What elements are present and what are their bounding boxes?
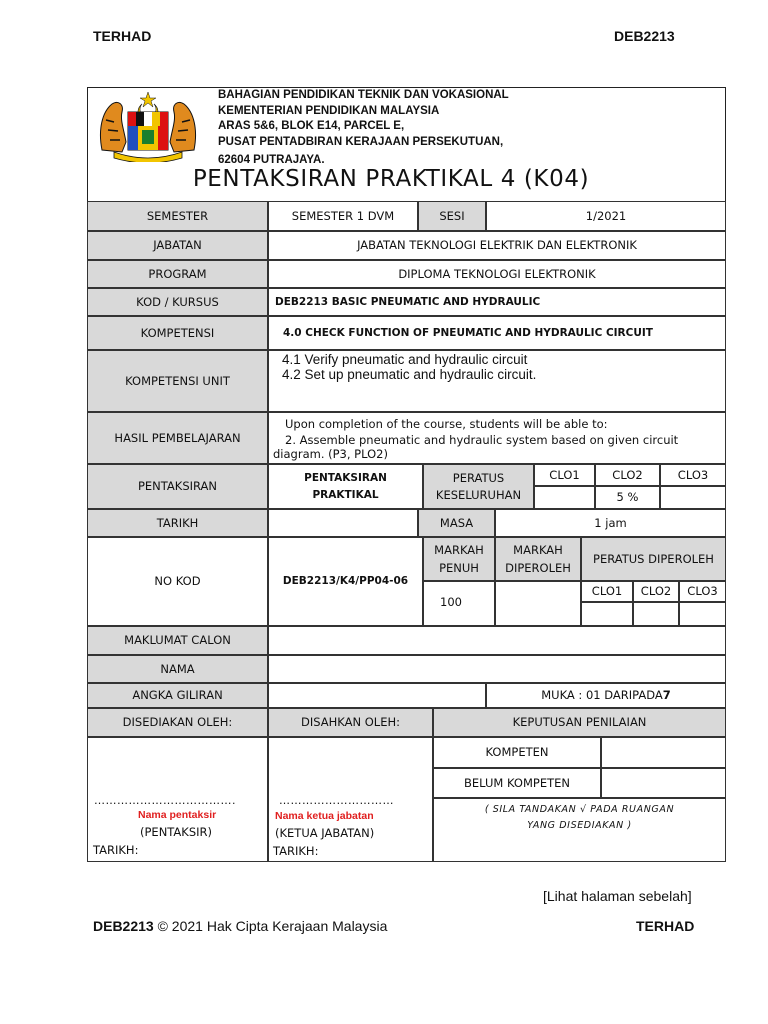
ketua-signature-line: ………………………… bbox=[279, 794, 394, 807]
nokod-label: NO KOD bbox=[87, 537, 268, 626]
hasil-intro: Upon completion of the course, students will be able to: bbox=[285, 417, 608, 431]
clo2-diperoleh-header: CLO2 bbox=[633, 581, 679, 602]
hasil-item: 2. Assemble pneumatic and hydraulic system based on given circuit diagram. (P3, PLO2) bbox=[273, 433, 679, 461]
sila-tandakan-note: ( SILA TANDAKAN √ PADA RUANGAN YANG DISEDIAKAN ) bbox=[433, 798, 726, 862]
semester-label: SEMESTER bbox=[87, 201, 268, 231]
keputusan-label: KEPUTUSAN PENILAIAN bbox=[433, 708, 726, 737]
belum-kompeten-label: BELUM KOMPETEN bbox=[433, 768, 601, 798]
footer-copyright-text: © 2021 Hak Cipta Kerajaan Malaysia bbox=[153, 918, 388, 934]
agency-address bbox=[218, 88, 509, 169]
clo1-diperoleh-header: CLO1 bbox=[581, 581, 633, 602]
tarikh-value bbox=[268, 509, 418, 537]
footer-copyright bbox=[93, 918, 387, 934]
disediakan-label: DISEDIAKAN OLEH: bbox=[87, 708, 268, 737]
pentaksiran-label: PENTAKSIRAN bbox=[87, 464, 268, 509]
masa-label: MASA bbox=[418, 509, 495, 537]
page-title: PENTAKSIRAN PRAKTIKAL 4 (K04) bbox=[192, 166, 590, 192]
clo3-diperoleh-value bbox=[679, 602, 726, 626]
muka-label: MUKA : 01 DARIPADA bbox=[541, 688, 663, 702]
program-label: PROGRAM bbox=[87, 260, 268, 288]
markah-diperoleh-value bbox=[495, 581, 581, 626]
ketua-tarikh: TARIKH: bbox=[273, 844, 319, 858]
masa-value: 1 jam bbox=[495, 509, 726, 537]
agency-line: KEMENTERIAN PENDIDIKAN MALAYSIA bbox=[218, 104, 440, 117]
clo1-header: CLO1 bbox=[534, 464, 595, 486]
nama-label: NAMA bbox=[87, 655, 268, 683]
footer-classification: TERHAD bbox=[636, 918, 695, 934]
next-page-note: [Lihat halaman sebelah] bbox=[543, 888, 692, 904]
pentaksir-signature-line: ………………………………. bbox=[94, 794, 236, 807]
header-course-code: DEB2213 bbox=[614, 28, 675, 44]
kompetensi-value: 4.0 CHECK FUNCTION OF PNEUMATIC AND HYDRAULIC CIRCUIT bbox=[268, 316, 726, 350]
disahkan-label: DISAHKAN OLEH: bbox=[268, 708, 433, 737]
footer-code: DEB2213 bbox=[93, 918, 154, 934]
muka-total: 7 bbox=[662, 688, 671, 702]
kompetensi-label: KOMPETENSI bbox=[87, 316, 268, 350]
kod-value: DEB2213 BASIC PNEUMATIC AND HYDRAULIC bbox=[268, 288, 726, 316]
kompetensi-unit-item: 4.2 Set up pneumatic and hydraulic circuit. bbox=[282, 367, 537, 382]
kompetensi-unit-label: KOMPETENSI UNIT bbox=[87, 350, 268, 412]
agency-line: BAHAGIAN PENDIDIKAN TEKNIK DAN VOKASIONAL bbox=[218, 89, 509, 101]
agency-line: PUSAT PENTADBIRAN KERAJAAN PERSEKUTUAN, bbox=[218, 135, 504, 148]
kod-label: KOD / KURSUS bbox=[87, 288, 268, 316]
kompeten-label: KOMPETEN bbox=[433, 737, 601, 768]
hasil-value bbox=[268, 412, 726, 464]
agency-line: 62604 PUTRAJAYA. bbox=[218, 154, 325, 166]
markah-penuh-value: 100 bbox=[423, 581, 495, 626]
kompeten-checkbox[interactable] bbox=[601, 737, 726, 768]
clo3-value bbox=[660, 486, 726, 509]
angka-giliran-label: ANGKA GILIRAN bbox=[87, 683, 268, 708]
semester-value: SEMESTER 1 DVM bbox=[268, 201, 418, 231]
kompetensi-unit-item: 4.1 Verify pneumatic and hydraulic circuit bbox=[282, 352, 528, 367]
muka-surat bbox=[486, 683, 726, 708]
clo2-diperoleh-value bbox=[633, 602, 679, 626]
hasil-label: HASIL PEMBELAJARAN bbox=[87, 412, 268, 464]
nama-ketua-jabatan: Nama ketua jabatan bbox=[275, 810, 374, 822]
pentaksir-tarikh: TARIKH: bbox=[93, 843, 139, 857]
sesi-value: 1/2021 bbox=[486, 201, 726, 231]
angka-giliran-field[interactable] bbox=[268, 683, 486, 708]
clo3-header: CLO3 bbox=[660, 464, 726, 486]
pentaksir-role: (PENTAKSIR) bbox=[140, 825, 212, 839]
agency-line: ARAS 5&6, BLOK E14, PARCEL E, bbox=[218, 120, 405, 132]
nama-field[interactable] bbox=[268, 655, 726, 683]
clo1-diperoleh-value bbox=[581, 602, 633, 626]
kompetensi-unit-value bbox=[268, 350, 726, 412]
markah-penuh-label: MARKAH PENUH bbox=[423, 537, 495, 581]
jabatan-label: JABATAN bbox=[87, 231, 268, 260]
header-classification: TERHAD bbox=[93, 28, 152, 44]
program-value: DIPLOMA TEKNOLOGI ELEKTRONIK bbox=[268, 260, 726, 288]
maklumat-calon-label: MAKLUMAT CALON bbox=[87, 626, 268, 655]
sesi-label: SESI bbox=[418, 201, 486, 231]
clo2-header: CLO2 bbox=[595, 464, 660, 486]
clo3-diperoleh-header: CLO3 bbox=[679, 581, 726, 602]
clo2-value: 5 % bbox=[595, 486, 660, 509]
tarikh-label: TARIKH bbox=[87, 509, 268, 537]
nama-pentaksir: Nama pentaksir bbox=[138, 809, 217, 821]
maklumat-calon-value bbox=[268, 626, 726, 655]
clo1-value bbox=[534, 486, 595, 509]
nokod-value: DEB2213/K4/PP04-06 bbox=[268, 537, 423, 626]
peratus-keseluruhan-label: PERATUS KESELURUHAN bbox=[423, 464, 534, 509]
belum-kompeten-checkbox[interactable] bbox=[601, 768, 726, 798]
pentaksiran-value: PENTAKSIRAN PRAKTIKAL bbox=[268, 464, 423, 509]
ketua-role: (KETUA JABATAN) bbox=[275, 826, 375, 840]
markah-diperoleh-label: MARKAH DIPEROLEH bbox=[495, 537, 581, 581]
jabatan-value: JABATAN TEKNOLOGI ELEKTRIK DAN ELEKTRONIK bbox=[268, 231, 726, 260]
peratus-diperoleh-label: PERATUS DIPEROLEH bbox=[581, 537, 726, 581]
malaysia-crest-icon bbox=[96, 90, 200, 162]
